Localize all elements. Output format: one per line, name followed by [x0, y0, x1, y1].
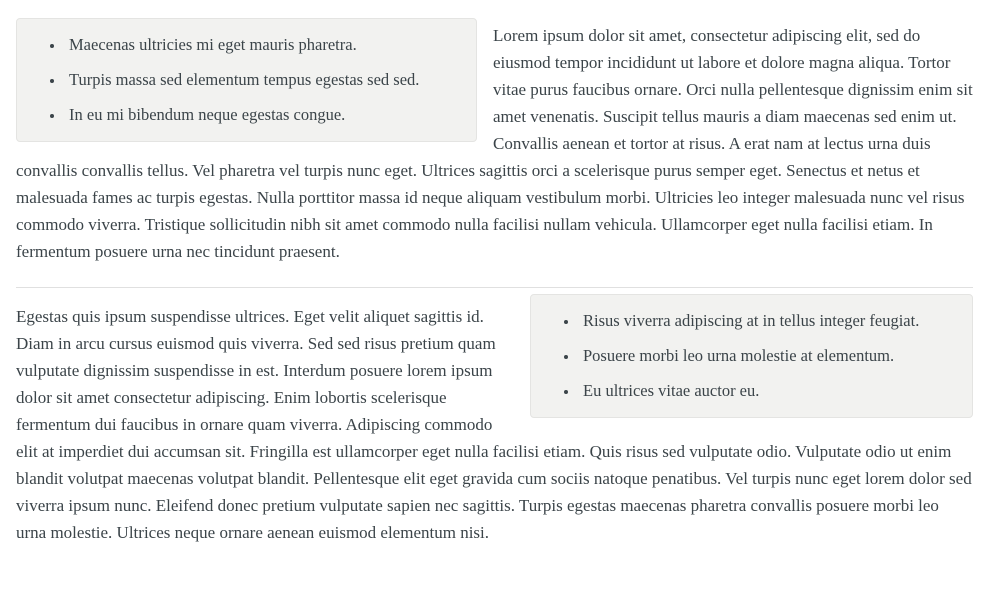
- paragraph-section-two: Egestas quis ipsum suspendisse ultrices. Eget velit aliquet sagittis id. Diam in arcu cursus euismod quis viverra. Sed sed risus pretium quam vulputate dignissim suspendisse in est. Interdum posuere lorem ipsum dolor sit amet consectetur adipiscing. Enim lobortis scelerisque fermentum dui faucibus in ornare quam viverra. Adipiscing commodo elit at imperdiet dui accumsan sit. Fringilla est ullamcorper eget nulla facilisi etiam. Quis risus sed vulputate odio. Vulputate odio ut enim blandit volutpat maecenas volutpat blandit. Pellentesque elit eget gravida cum sociis natoque penatibus. Vel turpis nunc eget lorem dolor sed viverra ipsum nunc. Eleifend donec pretium vulputate sapien nec sagittis. Turpis egestas maecenas pharetra convallis posuere morbi leo urna molestie. Ultrices neque ornare aenean euismod elementum nisi.: [16, 307, 972, 542]
- callout-box-right: [530, 294, 973, 418]
- list-item: • In eu mi bibendum neque egestas congue.: [65, 105, 454, 125]
- document-section-one: [16, 0, 973, 265]
- paragraph-section-one: Lorem ipsum dolor sit amet, consectetur adipiscing elit, sed do eiusmod tempor incididunt ut labore et dolore magna aliqua. Tortor vitae purus faucibus ornare. Orci nulla pellentesque dignissim enim sit amet venenatis. Suscipit tellus mauris a diam maecenas sed enim ut. Convallis aenean et tortor at risus. A erat nam at lectus urna duis convallis convallis tellus. Vel pharetra vel turpis nunc eget. Ultrices sagittis orci a scelerisque purus semper eget. Senectus et netus et malesuada fames ac turpis egestas. Nulla porttitor massa id neque aliquam vestibulum morbi. Ultricies leo integer malesuada nunc vel risus commodo viverra. Tristique sollicitudin nibh sit amet commodo nulla facilisi nullam vehicula. Ullamcorper eget nulla facilisi etiam. In fermentum posuere urna nec tincidunt praesent.: [16, 26, 973, 261]
- callout-left-list: [17, 19, 476, 141]
- list-item: • Turpis massa sed elementum tempus egestas sed sed.: [65, 70, 454, 90]
- list-item: • Risus viverra adipiscing at in tellus integer feugiat.: [579, 311, 950, 331]
- list-item: • Posuere morbi leo urna molestie at elementum.: [579, 346, 950, 366]
- callout-box-left: [16, 18, 477, 142]
- list-item: • Maecenas ultricies mi eget mauris pharetra.: [65, 35, 454, 55]
- document-section-two: [16, 288, 973, 546]
- callout-right-list: [531, 295, 972, 417]
- list-item: • Eu ultrices vitae auctor eu.: [579, 381, 950, 401]
